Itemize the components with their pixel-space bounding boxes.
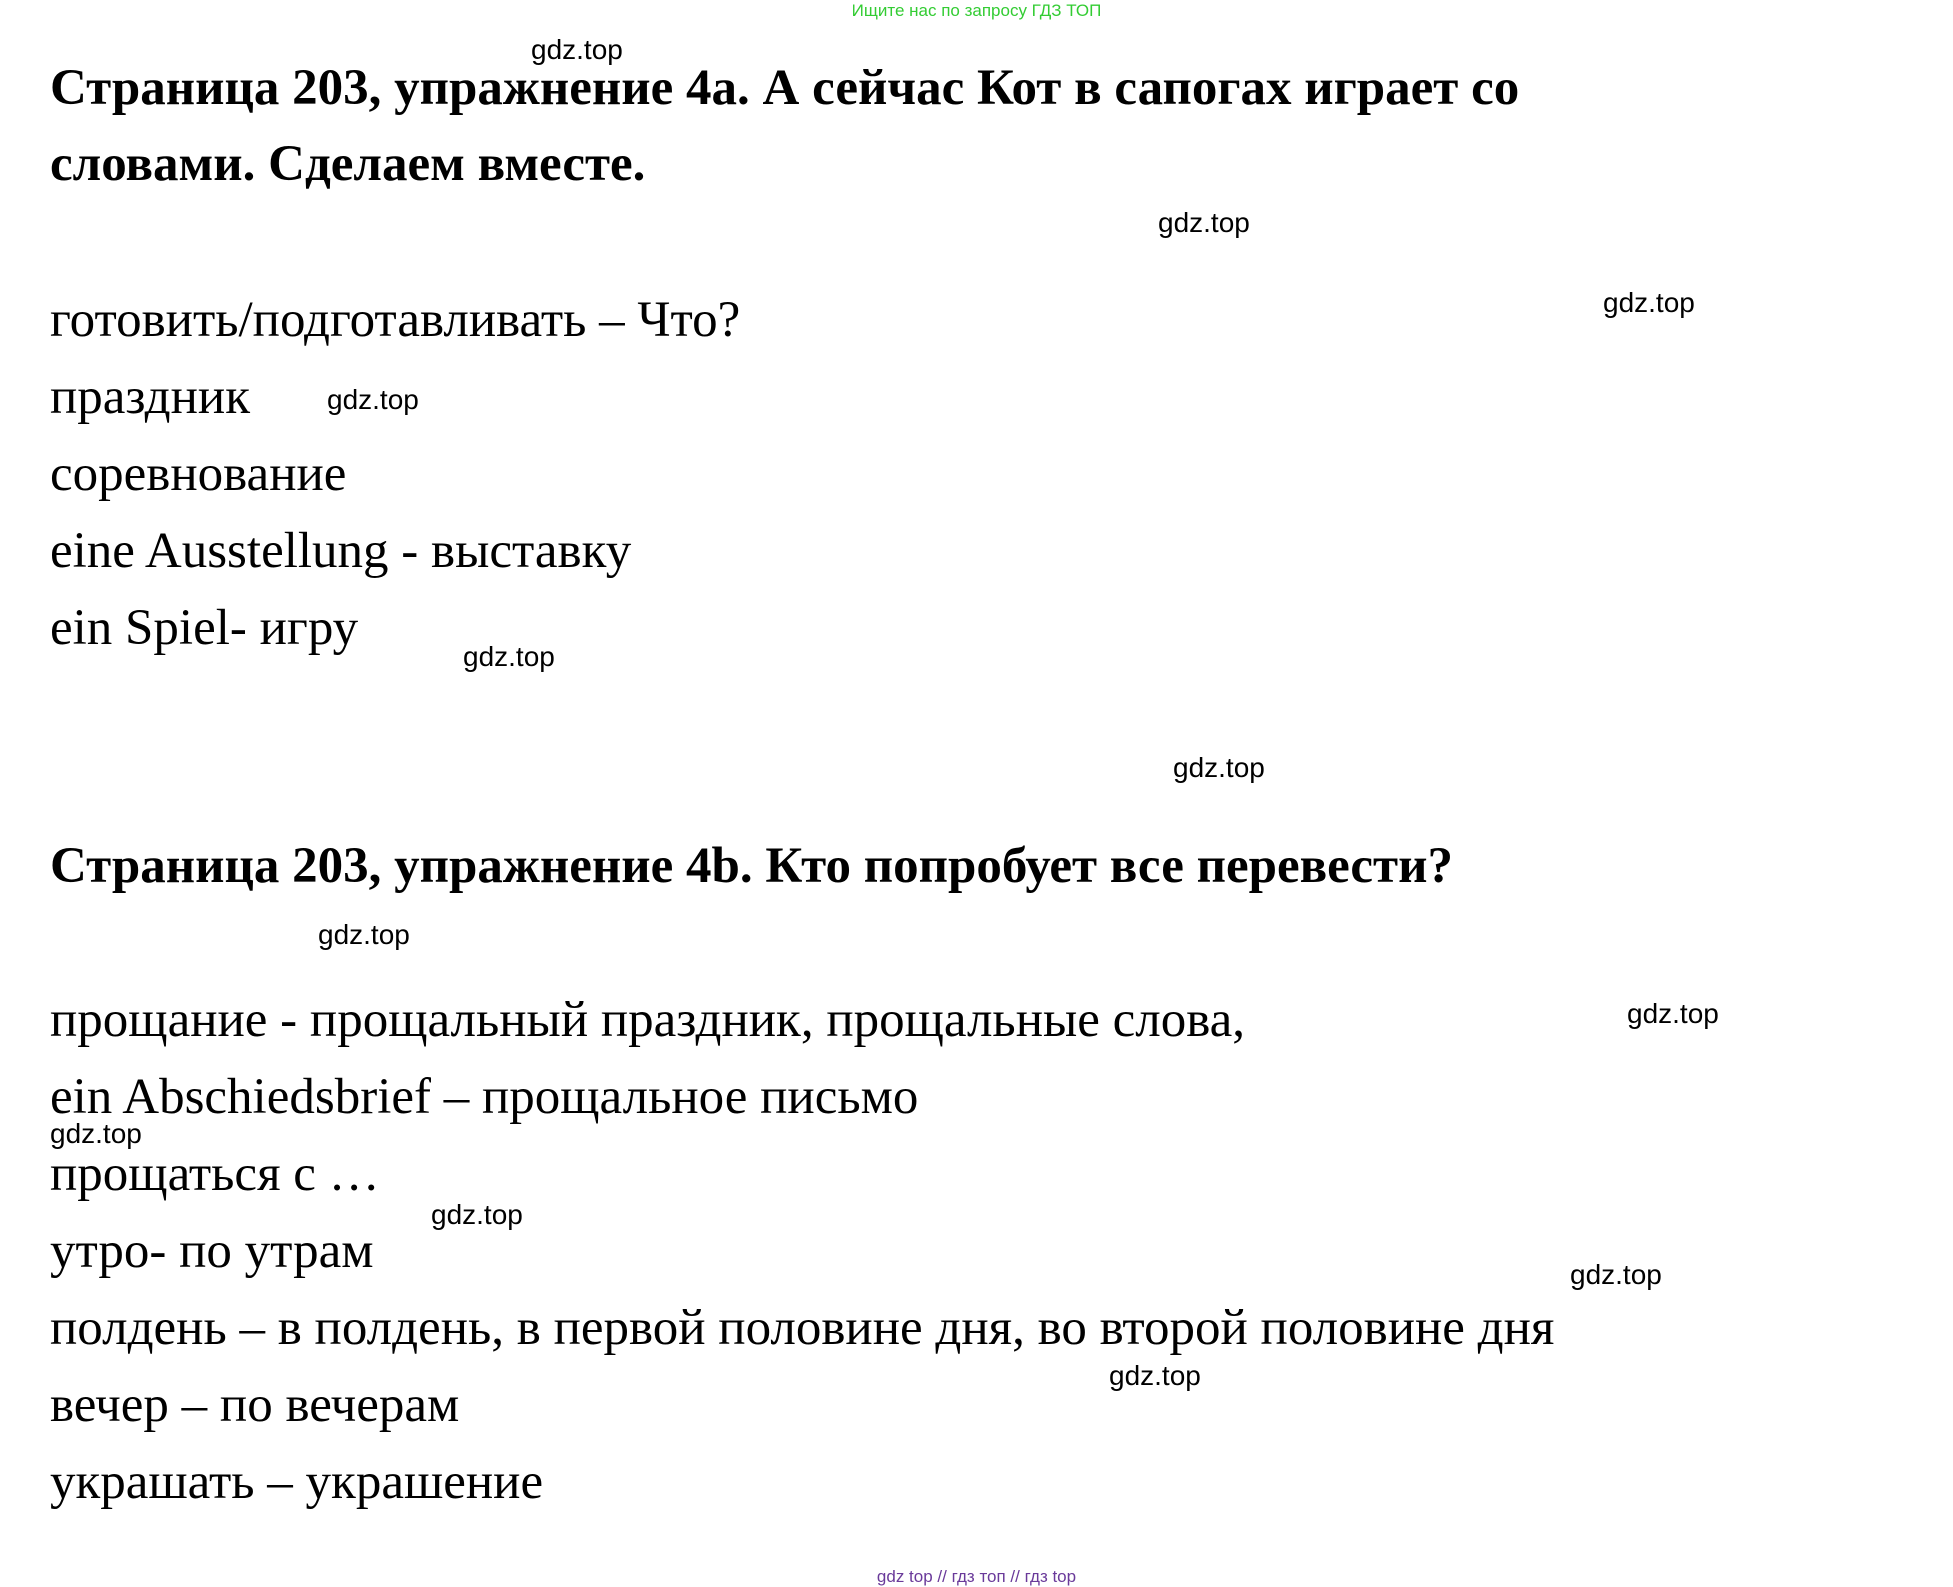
answer-line: eine Ausstellung - выставку: [50, 523, 632, 579]
answer-line: готовить/подготавливать – Что?: [50, 292, 741, 348]
watermark: gdz.top: [50, 1118, 142, 1149]
answer-line: вечер – по вечерам: [50, 1377, 460, 1433]
answer-line: прощание - прощальный праздник, прощальные слова,: [50, 992, 1246, 1048]
watermark: gdz.top: [1627, 998, 1719, 1029]
watermark: gdz.top: [1570, 1259, 1662, 1290]
watermark: gdz.top: [431, 1199, 523, 1230]
watermark: gdz.top: [1158, 207, 1250, 238]
watermark: gdz.top: [327, 384, 419, 415]
watermark: gdz.top: [318, 919, 410, 950]
watermark: gdz.top: [531, 34, 623, 65]
answer-line: ein Spiel- игру: [50, 600, 359, 656]
footer-links[interactable]: gdz top // гдз топ // гдз top: [876, 1567, 1077, 1586]
answer-line: праздник: [50, 369, 250, 425]
answer-line: утро- по утрам: [50, 1223, 374, 1279]
watermark: gdz.top: [1173, 752, 1265, 783]
top-banner[interactable]: Ищите нас по запросу ГДЗ ТОП: [851, 1, 1102, 20]
answer-line: полдень – в полдень, в первой половине дня, во второй половине дня: [50, 1300, 1555, 1356]
answer-line: соревнование: [50, 446, 347, 502]
watermark: gdz.top: [1109, 1360, 1201, 1391]
answer-line: ein Abschiedsbrief – прощальное письмо: [50, 1069, 919, 1125]
heading-4b: Страница 203, упражнение 4b. Кто попробует все перевести?: [50, 838, 1453, 894]
heading-4a-line2: словами. Сделаем вместе.: [50, 136, 646, 192]
answer-line: прощаться с …: [50, 1146, 380, 1202]
heading-4a-line1: Страница 203, упражнение 4a. А сейчас Кот в сапогах играет со: [50, 60, 1520, 116]
watermark: gdz.top: [463, 641, 555, 672]
watermark: gdz.top: [1603, 287, 1695, 318]
answer-line: украшать – украшение: [50, 1454, 544, 1510]
